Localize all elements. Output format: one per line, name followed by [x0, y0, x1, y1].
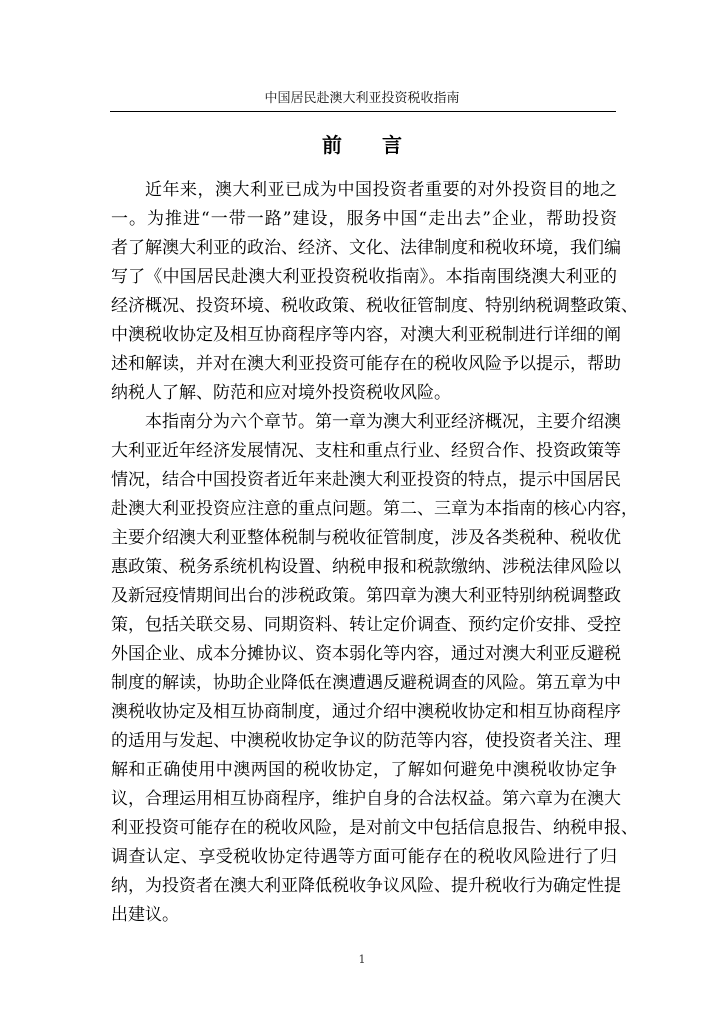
paragraph-line: 外国企业、成本分摊协议、资本弱化等内容，通过对澳大利亚反避税 [111, 644, 621, 664]
paragraph-line: 制度的解读，协助企业降低在澳遭遇反避税调查的风险。第五章为中 [111, 673, 621, 693]
paragraph-line: 情况，结合中国投资者近年来赴澳大利亚投资的特点，提示中国居民 [111, 470, 621, 490]
paragraph-line: 澳税收协定及相互协商制度，通过介绍中澳税收协定和相互协商程序 [111, 702, 621, 722]
running-header: 中国居民赴澳大利亚投资税收指南 [264, 91, 460, 106]
paragraph-line: 经济概况、投资环境、税收政策、税收征管制度、特别纳税调整政策、 [111, 296, 638, 316]
paragraph-line: 写了《中国居民赴澳大利亚投资税收指南》。本指南围绕澳大利亚的 [111, 267, 617, 287]
paragraph-line: 述和解读，并对在澳大利亚投资可能存在的税收风险予以提示，帮助 [111, 354, 621, 374]
paragraph-line: 纳，为投资者在澳大利亚降低税收争议风险、提升税收行为确定性提 [111, 876, 621, 896]
paragraph-line: 中澳税收协定及相互协商程序等内容，对澳大利亚税制进行详细的阐 [111, 325, 621, 345]
paragraph-line: 策，包括关联交易、同期资料、转让定价调查、预约定价安排、受控 [111, 615, 621, 635]
paragraph-line: 主要介绍澳大利亚整体税制与税收征管制度，涉及各类税种、税收优 [111, 528, 621, 548]
paragraph-line: 纳税人了解、防范和应对境外投资税收风险。 [111, 383, 451, 403]
paragraph-line: 近年来，澳大利亚已成为中国投资者重要的对外投资目的地之 [145, 180, 617, 200]
paragraph [111, 176, 638, 408]
page-number: 1 [358, 953, 366, 966]
header-rule [110, 111, 616, 112]
paragraph-line: 者了解澳大利亚的政治、经济、文化、法律制度和税收环境，我们编 [111, 238, 621, 258]
paragraph-line: 利亚投资可能存在的税收风险，是对前文中包括信息报告、纳税申报、 [111, 818, 638, 838]
paragraph-line: 惠政策、税务系统机构设置、纳税申报和税款缴纳、涉税法律风险以 [111, 557, 621, 577]
page-title: 前言 [322, 133, 442, 157]
body-text [111, 176, 638, 930]
paragraph-line: 本指南分为六个章节。第一章为澳大利亚经济概况，主要介绍澳 [145, 412, 621, 432]
paragraph-line: 赴澳大利亚投资应注意的重点问题。第二、三章为本指南的核心内容， [111, 499, 638, 519]
paragraph-line: 调查认定、享受税收协定待遇等方面可能存在的税收风险进行了归 [111, 847, 617, 867]
paragraph-line: 及新冠疫情期间出台的涉税政策。第四章为澳大利亚特别纳税调整政 [111, 586, 621, 606]
paragraph-line: 议，合理运用相互协商程序，维护自身的合法权益。第六章为在澳大 [111, 789, 621, 809]
paragraph-line: 的适用与发起、中澳税收协定争议的防范等内容，使投资者关注、理 [111, 731, 621, 751]
paragraph-line: 大利亚近年经济发展情况、支柱和重点行业、经贸合作、投资政策等 [111, 441, 621, 461]
paragraph-line: 出建议。 [111, 905, 179, 925]
paragraph [111, 408, 638, 930]
paragraph-line: 一。为推进“一带一路”建设，服务中国“走出去”企业，帮助投资 [111, 209, 617, 229]
paragraph-line: 解和正确使用中澳两国的税收协定，了解如何避免中澳税收协定争 [111, 760, 617, 780]
